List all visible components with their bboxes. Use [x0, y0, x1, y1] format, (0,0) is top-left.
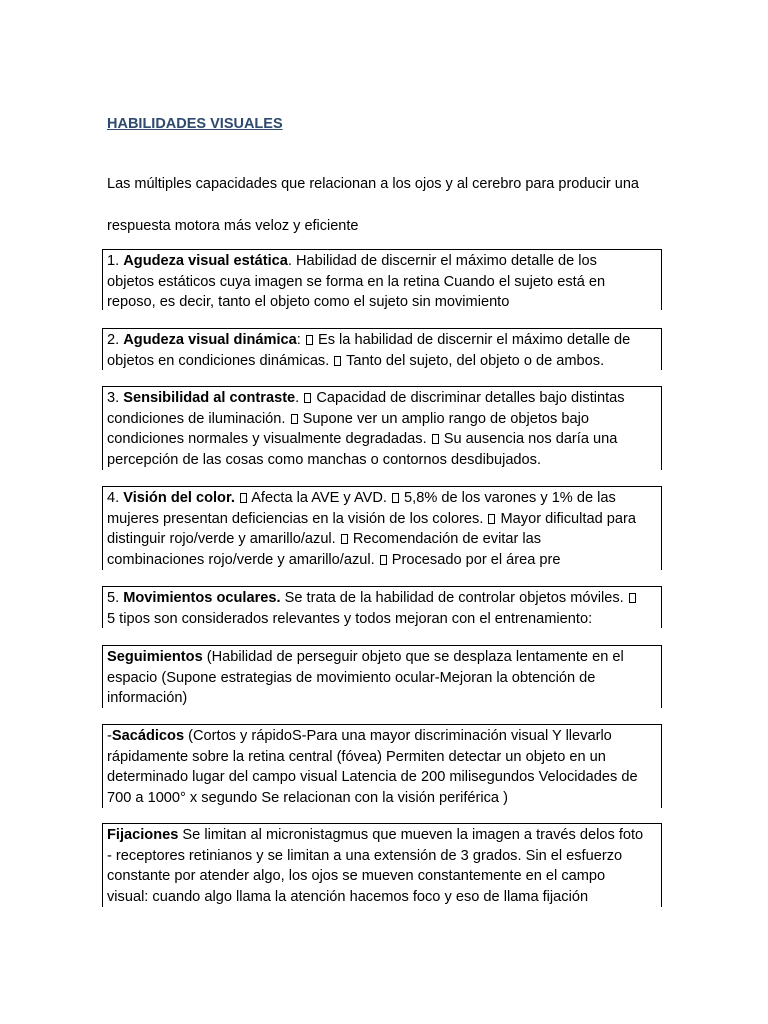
section-heading-text: Seguimientos — [107, 649, 203, 665]
section-text: : — [296, 332, 305, 348]
section-heading-text: Movimientos oculares. — [123, 590, 281, 606]
section-heading-text: Sacádicos — [111, 728, 185, 744]
missing-character-box-icon — [380, 555, 387, 565]
section-text: . Habilidad de discernir el máximo detalle de los — [287, 253, 597, 269]
section-text: condiciones normales y visualmente degradadas. — [107, 431, 431, 447]
section-text: constante por atender algo, los ojos se mueven constantemente en el campo — [107, 868, 606, 884]
section-text: Recomendación de evitar las — [348, 531, 542, 547]
section-text: 1. — [107, 253, 124, 269]
section-text: distinguir rojo/verde y amarillo/azul. — [107, 531, 340, 547]
section-text: 2. — [107, 332, 124, 348]
section-text: mujeres presentan deficiencias en la visión de los colores. — [107, 510, 488, 527]
section-box-5 — [102, 586, 662, 628]
missing-character-box-icon — [306, 335, 313, 345]
section-line — [107, 846, 661, 867]
section-line — [107, 825, 661, 846]
section-text: objetos estáticos cuya imagen se forma en la retina Cuando el sujeto está en — [107, 273, 606, 290]
section-box-3 — [102, 386, 662, 470]
section-box-6 — [102, 645, 662, 708]
section-text: (Habilidad de perseguir objeto que se desplaza lentamente en el — [202, 649, 624, 665]
section-line — [107, 747, 661, 768]
intro-line-2: respuesta motora más veloz y eficiente — [107, 218, 359, 234]
section-text — [235, 490, 239, 506]
missing-character-box-icon — [291, 414, 298, 424]
section-line — [107, 292, 661, 310]
missing-character-box-icon — [392, 493, 399, 503]
section-heading-text: Sensibilidad al contraste — [123, 390, 296, 406]
section-text: Se trata de la habilidad de controlar objetos móviles. — [280, 590, 628, 606]
section-line — [107, 609, 661, 629]
missing-character-box-icon — [240, 493, 247, 503]
section-text: combinaciones rojo/verde y amarillo/azul. — [107, 551, 379, 568]
section-heading-text: Fijaciones — [107, 827, 179, 843]
missing-character-box-icon — [341, 534, 348, 544]
section-box-8 — [102, 823, 662, 907]
section-text: Afecta la AVE y AVD. — [247, 490, 391, 506]
section-line — [107, 429, 661, 450]
section-text: Mayor dificultad para — [496, 510, 636, 527]
section-line — [107, 488, 661, 509]
section-text: Su ausencia nos daría una — [439, 431, 618, 447]
section-text: información) — [107, 690, 188, 706]
section-text: Procesado por el área pre — [387, 551, 561, 568]
section-text: condiciones de iluminación. — [107, 410, 290, 427]
section-line — [107, 668, 661, 689]
section-line — [107, 330, 661, 351]
section-box-1 — [102, 249, 662, 310]
section-heading-text: Agudeza visual dinámica — [123, 332, 297, 348]
section-text: 5 tipos son considerados relevantes y todos mejoran con el entrenamiento: — [107, 610, 593, 627]
section-text: objetos en condiciones dinámicas. — [107, 352, 334, 369]
missing-character-box-icon — [629, 593, 636, 603]
section-text: rápidamente sobre la retina central (fóvea) Permiten detectar un objeto en un — [107, 748, 606, 765]
section-heading-text: Visión del color. — [123, 490, 235, 506]
section-text: visual: cuando algo llama la atención hacemos foco y eso de llama fijación — [107, 888, 589, 905]
section-text: determinado lugar del campo visual Latencia de 200 milisegundos Velocidades de — [107, 769, 638, 785]
section-line — [107, 788, 661, 809]
section-text: - — [107, 728, 112, 744]
section-text: 3. — [107, 390, 124, 406]
section-heading-text: Agudeza visual estática — [123, 253, 288, 269]
section-line — [107, 767, 661, 788]
section-line — [107, 388, 661, 409]
section-line — [107, 351, 661, 371]
section-box-7 — [102, 724, 662, 808]
section-line — [107, 688, 661, 708]
document-title: HABILIDADES VISUALES — [107, 116, 283, 132]
section-text: 5. — [107, 590, 124, 606]
section-line — [107, 647, 661, 668]
intro-line-1: Las múltiples capacidades que relacionan a los ojos y al cerebro para producir una — [107, 176, 639, 192]
section-text: reposo, es decir, tanto el objeto como el sujeto sin movimiento — [107, 294, 510, 310]
section-text: Se limitan al micronistagmus que mueven la imagen a través delos foto — [178, 827, 644, 843]
section-line — [107, 272, 661, 293]
section-line — [107, 251, 661, 272]
section-text: - receptores retinianos y se limitan a una extensión de 3 grados. Sin el esfuerzo — [107, 847, 623, 864]
section-text: 4. — [107, 490, 124, 506]
section-line — [107, 588, 661, 609]
section-line — [107, 866, 661, 887]
section-line — [107, 726, 661, 747]
section-text: Capacidad de discriminar detalles bajo distintas — [312, 390, 625, 406]
section-text: Tanto del sujeto, del objeto o de ambos. — [342, 352, 605, 369]
section-text: Supone ver un amplio rango de objetos bajo — [298, 410, 589, 427]
missing-character-box-icon — [334, 356, 341, 366]
section-line — [107, 509, 661, 530]
missing-character-box-icon — [432, 434, 439, 444]
section-text: espacio (Supone estrategias de movimiento ocular-Mejoran la obtención de — [107, 669, 596, 686]
section-box-4 — [102, 486, 662, 570]
missing-character-box-icon — [488, 514, 495, 524]
missing-character-box-icon — [304, 393, 311, 403]
section-line — [107, 550, 661, 571]
section-text: 5,8% de los varones y 1% de las — [400, 490, 616, 506]
section-text: . — [295, 390, 304, 406]
section-text: Es la habilidad de discernir el máximo detalle de — [313, 332, 631, 348]
section-text: (Cortos y rápidoS-Para una mayor discriminación visual Y llevarlo — [184, 728, 612, 744]
section-box-2 — [102, 328, 662, 370]
section-line — [107, 409, 661, 430]
section-line — [107, 887, 661, 908]
section-line — [107, 450, 661, 471]
section-line — [107, 529, 661, 550]
section-text: percepción de las cosas como manchas o contornos desdibujados. — [107, 451, 542, 468]
section-text: 700 a 1000° x segundo Se relacionan con la visión periférica ) — [107, 789, 508, 806]
